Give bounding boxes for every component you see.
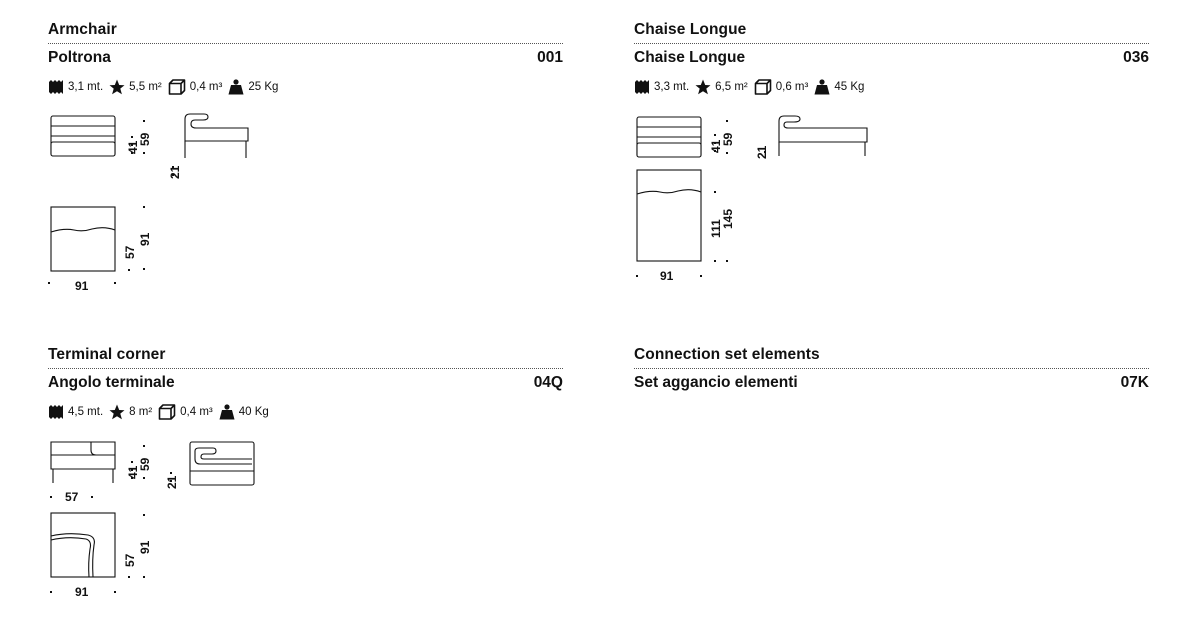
dim-width: 91 bbox=[75, 585, 89, 599]
dim-seat-height: 41 bbox=[126, 140, 140, 154]
dim-total-depth: 91 bbox=[138, 540, 152, 554]
spec-row bbox=[634, 77, 870, 97]
dim-front-width-row bbox=[48, 490, 118, 506]
dim-seat-height: 41 bbox=[709, 139, 723, 153]
product-title-en: Chaise Longue bbox=[634, 21, 747, 38]
technical-drawing bbox=[48, 431, 288, 581]
spec-volume-value: 0,4 m³ bbox=[180, 406, 213, 418]
product-title-en: Connection set elements bbox=[634, 346, 820, 363]
spec-volume-value: 0,6 m³ bbox=[775, 81, 809, 93]
top-view bbox=[51, 513, 115, 577]
dim-tick bbox=[114, 282, 116, 284]
product-title-en: Armchair bbox=[48, 21, 117, 38]
dim-seat-depth: 57 bbox=[123, 553, 137, 567]
side-view bbox=[779, 116, 867, 142]
product-code: 04Q bbox=[533, 374, 563, 391]
spec-length bbox=[48, 79, 103, 95]
dim-tick bbox=[50, 496, 52, 498]
spec-length-value: 3,1 mt. bbox=[68, 81, 104, 93]
spec-volume-value: 0,4 m³ bbox=[189, 81, 223, 93]
spec-length-value: 3,3 mt. bbox=[654, 81, 690, 93]
spec-length-value: 4,5 mt. bbox=[68, 406, 104, 418]
product-code: 07K bbox=[1120, 374, 1149, 391]
spec-area bbox=[109, 79, 162, 95]
dim-total-height: 59 bbox=[138, 132, 152, 146]
spec-length bbox=[634, 79, 689, 95]
dim-tick bbox=[91, 496, 93, 498]
dim-tick bbox=[636, 275, 638, 277]
box-icon bbox=[168, 79, 186, 95]
dim-width-row bbox=[634, 269, 704, 285]
dotted-divider bbox=[48, 43, 563, 44]
star-icon bbox=[695, 79, 711, 95]
dim-total-depth: 145 bbox=[721, 208, 735, 229]
dim-base-height: 21 bbox=[168, 165, 182, 179]
dim-base-height: 21 bbox=[755, 145, 769, 159]
spec-weight bbox=[814, 79, 864, 95]
box-icon bbox=[158, 404, 176, 420]
dim-seat-depth: 111 bbox=[709, 219, 723, 238]
product-title-it: Chaise Longue bbox=[634, 49, 746, 66]
dim-seat-depth: 57 bbox=[123, 245, 137, 259]
product-title-en: Terminal corner bbox=[48, 346, 166, 363]
dim-tick bbox=[50, 591, 52, 593]
technical-drawing bbox=[48, 106, 288, 281]
product-title-it: Poltrona bbox=[48, 49, 111, 66]
product-title-it: Set aggancio elementi bbox=[634, 374, 798, 391]
dim-total-depth: 91 bbox=[138, 232, 152, 246]
dim-width-row bbox=[48, 279, 118, 295]
spec-length bbox=[48, 404, 103, 420]
dim-front-width: 57 bbox=[65, 490, 79, 504]
weight-icon bbox=[228, 79, 244, 95]
dim-total-height: 59 bbox=[138, 457, 152, 471]
fabric-icon bbox=[48, 79, 64, 95]
dotted-divider bbox=[634, 43, 1149, 44]
dim-width: 91 bbox=[660, 269, 674, 283]
top-view bbox=[51, 207, 115, 271]
spec-weight-value: 45 Kg bbox=[834, 81, 865, 93]
spec-weight-value: 40 Kg bbox=[238, 406, 269, 418]
spec-volume bbox=[158, 404, 213, 420]
star-icon bbox=[109, 404, 125, 420]
dim-tick bbox=[700, 275, 702, 277]
weight-icon bbox=[219, 404, 235, 420]
spec-row bbox=[48, 402, 275, 422]
dim-tick bbox=[48, 282, 50, 284]
spec-row bbox=[48, 77, 284, 97]
product-title-it: Angolo terminale bbox=[48, 374, 175, 391]
dim-total-height: 59 bbox=[721, 132, 735, 146]
spec-area bbox=[695, 79, 748, 95]
star-icon bbox=[109, 79, 125, 95]
top-view bbox=[637, 170, 701, 261]
dim-width-row bbox=[48, 585, 118, 601]
dim-seat-height: 41 bbox=[126, 465, 140, 479]
spec-weight bbox=[219, 404, 269, 420]
side-view bbox=[185, 114, 248, 141]
spec-weight-value: 25 Kg bbox=[248, 81, 279, 93]
spec-volume bbox=[754, 79, 809, 95]
dim-tick bbox=[114, 591, 116, 593]
box-icon bbox=[754, 79, 772, 95]
spec-area-value: 6,5 m² bbox=[715, 81, 748, 93]
spec-area-value: 8 m² bbox=[129, 406, 153, 418]
dotted-divider bbox=[48, 368, 563, 369]
product-code: 001 bbox=[537, 49, 563, 66]
fabric-icon bbox=[48, 404, 64, 420]
product-code: 036 bbox=[1123, 49, 1149, 66]
dim-base-height: 21 bbox=[165, 475, 179, 489]
spec-volume bbox=[168, 79, 223, 95]
spec-area-value: 5,5 m² bbox=[129, 81, 162, 93]
dim-width: 91 bbox=[75, 279, 89, 293]
fabric-icon bbox=[634, 79, 650, 95]
spec-weight bbox=[228, 79, 278, 95]
spec-area bbox=[109, 404, 152, 420]
dotted-divider bbox=[634, 368, 1149, 369]
weight-icon bbox=[814, 79, 830, 95]
